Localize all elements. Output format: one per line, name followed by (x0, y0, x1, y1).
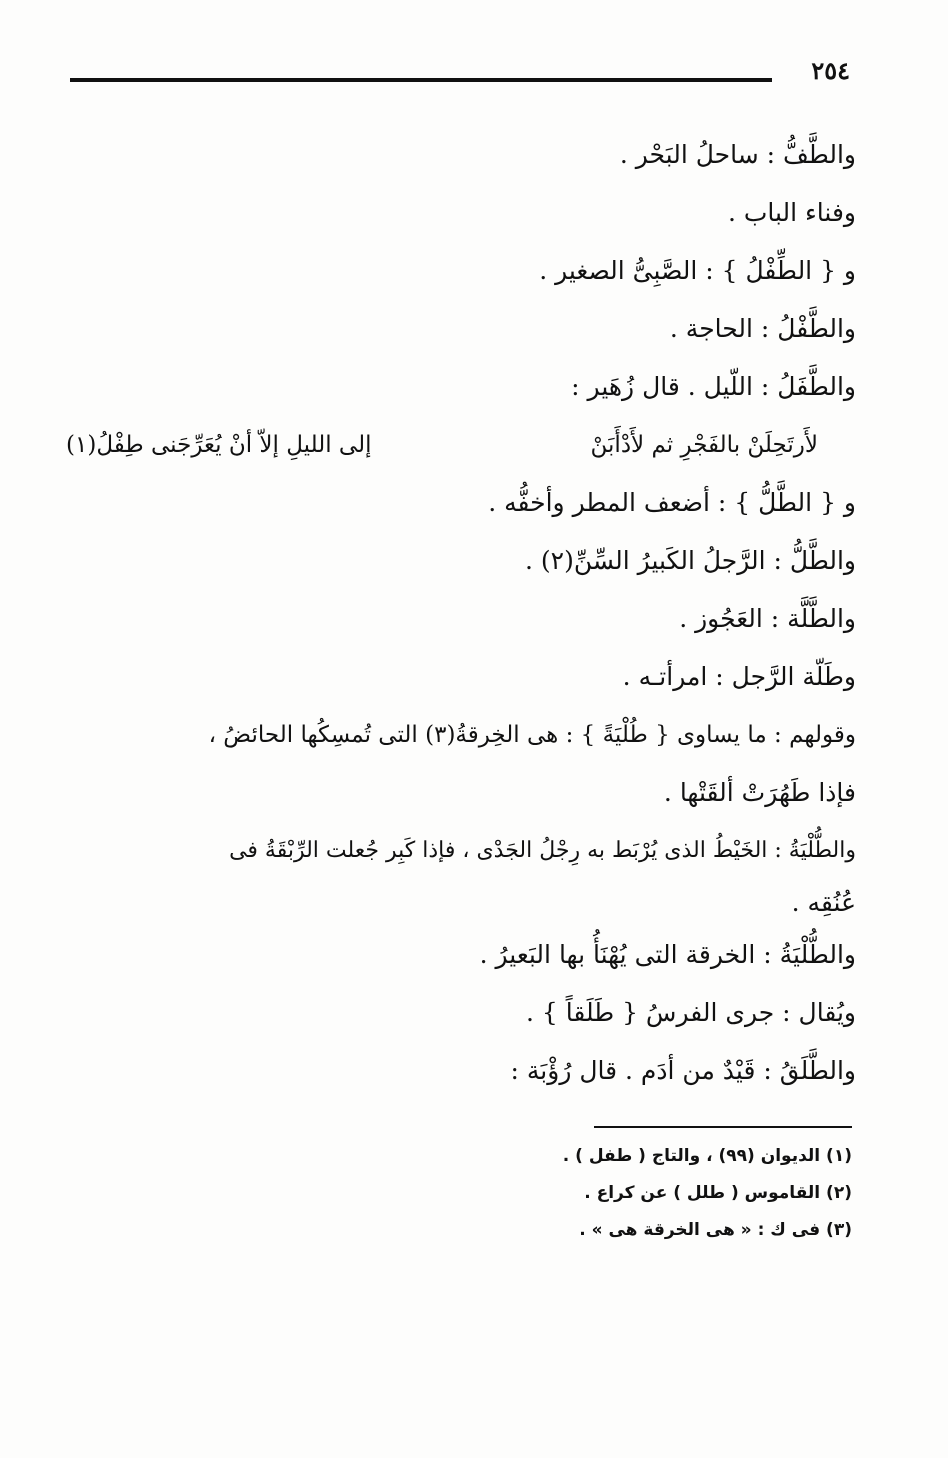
footnote: (٢) القاموس ( طلل ) عن كراع . (584, 1183, 852, 1203)
entry-line: والطُّلْيَةُ : الخرقة التى يُهْنَأُ بها البَعيرُ . (479, 940, 856, 969)
entry-line: والطُّلْيَةُ : الخَيْطُ الذى يُرْبَط به رِجْلُ الجَدْى ، فإذا كَبِر جُعلت الرِّبْقَةُ فى (229, 838, 856, 863)
entry-line: وفناء الباب . (727, 198, 856, 227)
entry-line: وطَلّة الرَّجل : امرأتـه . (622, 662, 856, 691)
entry-line: عُنُقِه . (791, 888, 856, 917)
header-rule (70, 78, 772, 82)
entry-line: والطَّفَلُ : اللّيل . قال زُهَير : (571, 372, 856, 401)
entry-line: فإذا طَهُرَتْ ألقَتْها . (663, 778, 856, 807)
footnotes (252, 1138, 852, 1249)
footnote: (١) الديوان (٩٩) ، والتاج ( طفل ) . (562, 1146, 852, 1166)
footnote: (٣) فى ك : « هى الخرقة هى » . (579, 1220, 852, 1240)
entry-line: والطَّلَقُ : قَيْدٌ من أدَم . قال رُؤْبَة : (510, 1056, 856, 1085)
page-number: ٢٥٤ (811, 56, 850, 85)
entry-line: والطَّلُّ : الرَّجلُ الكَبيرُ السِّنِّ(٢) . (524, 546, 856, 575)
footnote-rule (594, 1126, 852, 1128)
verse-second-hemistich: إلى الليلِ إلاّ أنْ يُعَرِّجَنى طِفْلُ(١) (66, 432, 372, 458)
entry-line: والطَّفُّ : ساحلُ البَحْر . (619, 140, 856, 169)
entry-line: ويُقال : جرى الفرسُ { طَلَقاً } . (525, 998, 856, 1027)
entry-line: و { الطَّلُّ } : أضعف المطر وأخفُّه . (488, 488, 856, 517)
entry-line: والطَّفْلُ : الحاجة . (669, 314, 856, 343)
page-header (70, 52, 850, 92)
entry-line: وقولهم : ما يساوى { طُلْيَةً } : هى الخِرقةُ(٣) التى تُمسِكُها الحائضُ ، (208, 722, 856, 748)
verse-first-hemistich: لأَرتَحِلَنْ بالفَجْرِ ثم لأَدْأَبَنْ (590, 432, 818, 458)
poetry-verse (66, 416, 856, 474)
body-text (66, 126, 856, 1100)
entry-line: والطَّلَّة : العَجُوز . (679, 604, 856, 633)
entry-line: و { الطِّفْلُ } : الصَّبِىُّ الصغير . (539, 256, 856, 285)
